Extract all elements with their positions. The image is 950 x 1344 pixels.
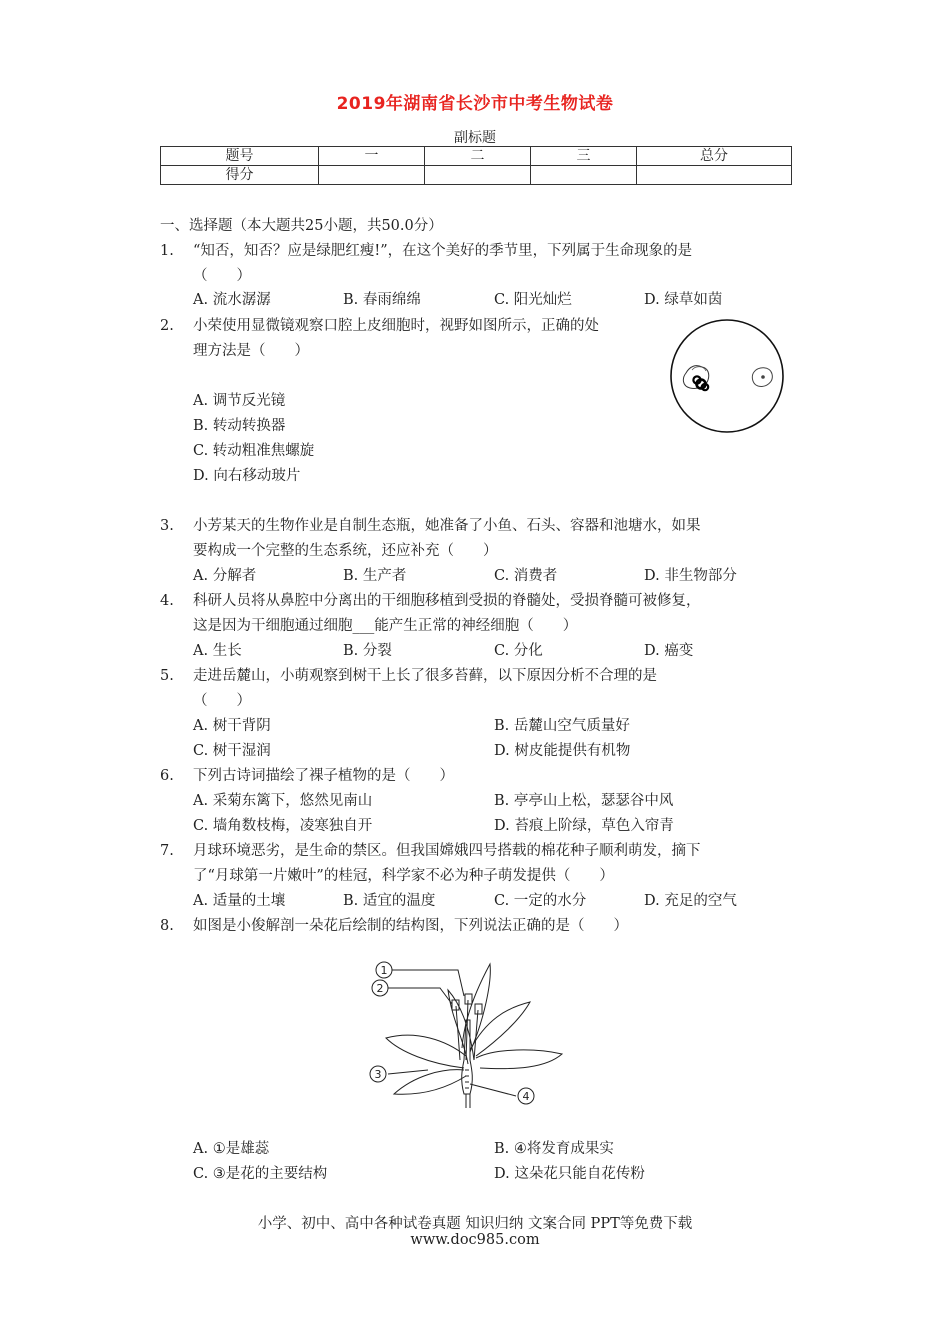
option[interactable]: D. 苔痕上阶绿，草色入帘青 <box>494 818 674 834</box>
flower-structure-figure <box>366 960 570 1110</box>
option[interactable]: B. 分裂 <box>343 643 392 659</box>
question-number: 3. <box>160 518 174 534</box>
question-text: （ ） <box>193 268 251 284</box>
option[interactable]: C. 树干湿润 <box>193 743 271 759</box>
option[interactable]: D. 癌变 <box>644 643 694 659</box>
question-text: 月球环境恶劣，是生命的禁区。但我国嫦娥四号搭载的棉花种子顺利萌发，摘下 <box>193 843 701 859</box>
score-table-cell: 二 <box>425 147 531 166</box>
score-input-cell[interactable] <box>531 166 637 185</box>
question-number: 7. <box>160 843 174 859</box>
question-number: 2. <box>160 318 174 334</box>
exam-title: 2019年湖南省长沙市中考生物试卷 <box>336 94 614 114</box>
option[interactable]: C. ③是花的主要结构 <box>193 1166 328 1182</box>
score-table-cell: 得分 <box>161 166 319 185</box>
score-table-cell: 总分 <box>637 147 792 166</box>
question-text: 小芳某天的生物作业是自制生态瓶，她准备了小鱼、石头、容器和池塘水，如果 <box>193 518 701 534</box>
option[interactable]: D. 这朵花只能自花传粉 <box>494 1166 645 1182</box>
option[interactable]: A. ①是雄蕊 <box>193 1141 270 1157</box>
question-text: 下列古诗词描绘了裸子植物的是（ ） <box>193 768 454 784</box>
footer-link[interactable]: www.doc985.com <box>410 1232 540 1248</box>
option[interactable]: D. 绿草如茵 <box>644 292 723 308</box>
score-input-cell[interactable] <box>425 166 531 185</box>
option[interactable]: A. 分解者 <box>193 568 257 584</box>
question-text: 要构成一个完整的生态系统，还应补充（ ） <box>193 543 498 559</box>
microscope-field-figure <box>666 318 790 434</box>
question-text: 走进岳麓山，小萌观察到树干上长了很多苔藓，以下原因分析不合理的是 <box>193 668 657 684</box>
section-heading: 一、选择题（本大题共25小题，共50.0分） <box>160 218 443 234</box>
question-number: 5. <box>160 668 174 684</box>
question-text: 小荣使用显微镜观察口腔上皮细胞时，视野如图所示，正确的处 <box>193 318 599 334</box>
question-text: “知否，知否？应是绿肥红瘦!”，在这个美好的季节里，下列属于生命现象的是 <box>193 243 693 259</box>
score-table-cell: 三 <box>531 147 637 166</box>
question-text: 理方法是（ ） <box>193 343 309 359</box>
option[interactable]: C. 墙角数枝梅，凌寒独自开 <box>193 818 373 834</box>
question-text: （ ） <box>193 693 251 709</box>
flower-label-3: 3 <box>374 1068 382 1081</box>
question-text: 如图是小俊解剖一朵花后绘制的结构图，下列说法正确的是（ ） <box>193 918 628 934</box>
score-table <box>160 146 792 185</box>
option[interactable]: C. 转动粗准焦螺旋 <box>193 443 315 459</box>
option[interactable]: C. 阳光灿烂 <box>494 292 572 308</box>
question-text: 这是因为干细胞通过细胞___能产生正常的神经细胞（ ） <box>193 618 578 634</box>
question-number: 6. <box>160 768 174 784</box>
option[interactable]: A. 适量的土壤 <box>193 893 286 909</box>
score-input-cell[interactable] <box>637 166 792 185</box>
question-number: 4. <box>160 593 174 609</box>
option[interactable]: A. 树干背阴 <box>193 718 271 734</box>
option[interactable]: D. 树皮能提供有机物 <box>494 743 631 759</box>
option[interactable]: D. 向右移动玻片 <box>193 468 301 484</box>
option[interactable]: C. 消费者 <box>494 568 558 584</box>
option[interactable]: B. 适宜的温度 <box>343 893 436 909</box>
question-number: 8. <box>160 918 174 934</box>
option[interactable]: D. 非生物部分 <box>644 568 737 584</box>
option[interactable]: B. 生产者 <box>343 568 407 584</box>
footer-promo: 小学、初中、高中各种试卷真题 知识归纳 文案合同 PPT等免费下载 <box>257 1216 693 1232</box>
option[interactable]: B. ④将发育成果实 <box>494 1141 614 1157</box>
score-table-score-row <box>161 166 792 185</box>
option[interactable]: A. 采菊东篱下，悠然见南山 <box>193 793 373 809</box>
flower-label-2: 2 <box>376 982 384 995</box>
question-number: 1. <box>160 243 174 259</box>
option[interactable]: D. 充足的空气 <box>644 893 737 909</box>
option[interactable]: B. 春雨绵绵 <box>343 292 421 308</box>
option[interactable]: A. 流水潺潺 <box>193 292 271 308</box>
option[interactable]: C. 一定的水分 <box>494 893 587 909</box>
score-input-cell[interactable] <box>319 166 425 185</box>
score-table-cell: 题号 <box>161 147 319 166</box>
option[interactable]: B. 岳麓山空气质量好 <box>494 718 630 734</box>
subtitle: 副标题 <box>454 130 496 146</box>
question-text: 了“月球第一片嫩叶”的桂冠，科学家不必为种子萌发提供（ ） <box>193 868 614 884</box>
flower-label-4: 4 <box>522 1090 530 1103</box>
question-text: 科研人员将从鼻腔中分离出的干细胞移植到受损的脊髓处，受损脊髓可被修复， <box>193 593 701 609</box>
option[interactable]: B. 转动转换器 <box>193 418 286 434</box>
score-table-header-row <box>161 147 792 166</box>
option[interactable]: A. 调节反光镜 <box>193 393 286 409</box>
option[interactable]: B. 亭亭山上松，瑟瑟谷中风 <box>494 793 674 809</box>
score-table-cell: 一 <box>319 147 425 166</box>
option[interactable]: C. 分化 <box>494 643 543 659</box>
option[interactable]: A. 生长 <box>193 643 242 659</box>
flower-label-1: 1 <box>380 964 388 977</box>
